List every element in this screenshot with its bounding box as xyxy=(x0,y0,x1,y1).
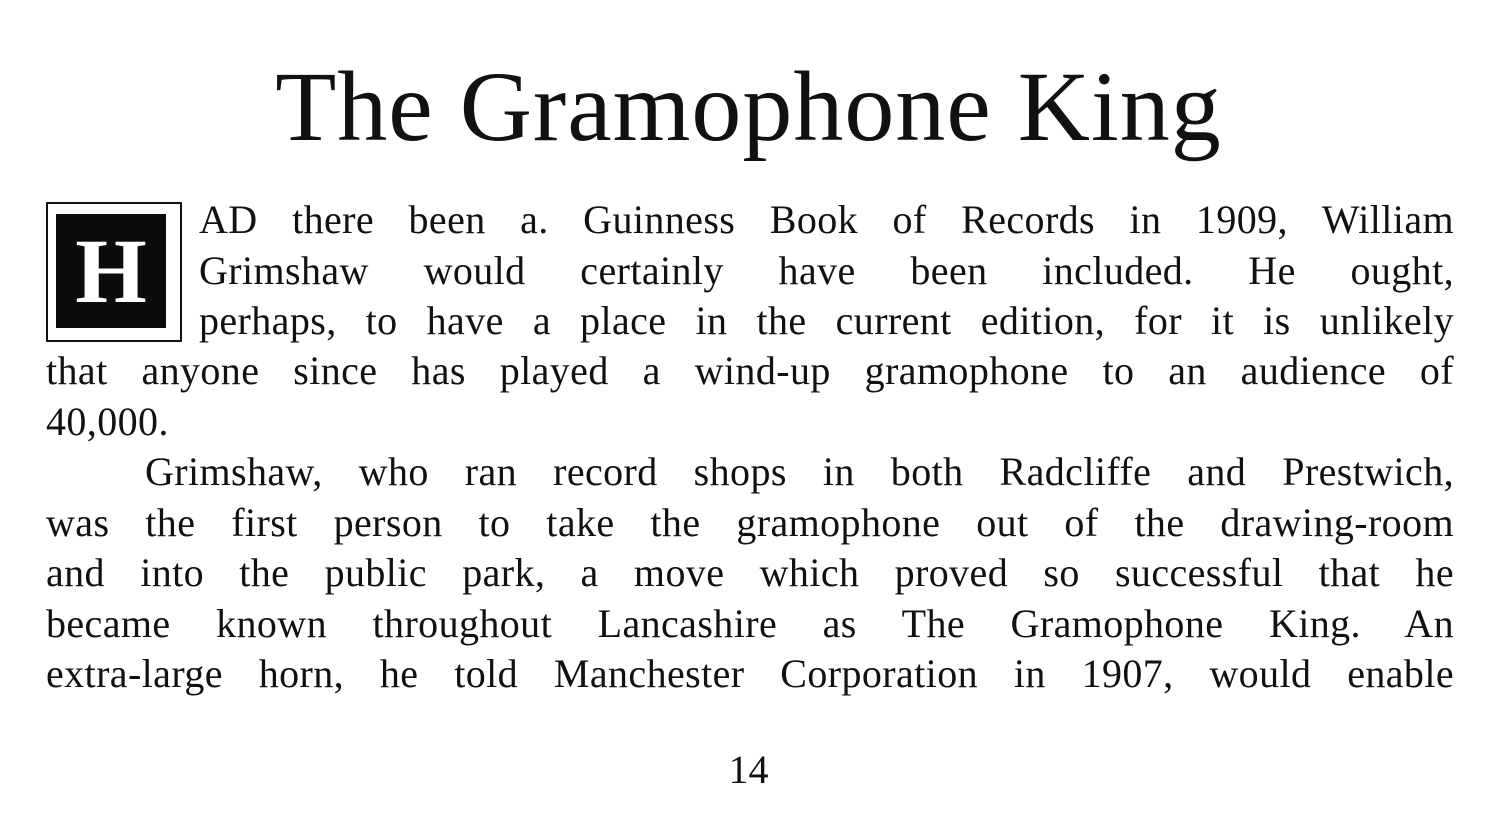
text-line: Grimshaw, who ran record shops in both Radcliffe and Prestwich, xyxy=(145,449,1454,494)
text-line: perhaps, to have a place in the current edition, for it is unlikely xyxy=(199,298,1454,343)
paragraph-2 xyxy=(46,447,1454,700)
text-line: was the first person to take the gramophone out of the drawing-room xyxy=(46,499,1454,545)
text-line: AD there been a. Guinness Book of Records in 1909, William xyxy=(199,197,1454,242)
text-line: 40,000. xyxy=(46,398,169,444)
text-line: that anyone since has played a wind-up gramophone to an audience of xyxy=(46,348,1454,393)
drop-cap-frame xyxy=(46,202,182,342)
paragraph-1-wrapped-text xyxy=(199,195,1454,347)
text-line: became known throughout Lancashire as The Gramophone King. An xyxy=(46,600,1454,646)
text-line: Grimshaw would certainly have been included. He ought, xyxy=(199,247,1454,293)
text-line: extra-large horn, he told Manchester Corporation in 1907, would enable xyxy=(46,651,1454,696)
chapter-title: The Gramophone King xyxy=(275,51,1222,162)
text-line: and into the public park, a move which proved so successful that he xyxy=(46,550,1454,595)
drop-cap-letter: H xyxy=(56,214,166,328)
paragraph-1-continued xyxy=(46,346,1454,447)
page-number: 14 xyxy=(728,747,769,792)
